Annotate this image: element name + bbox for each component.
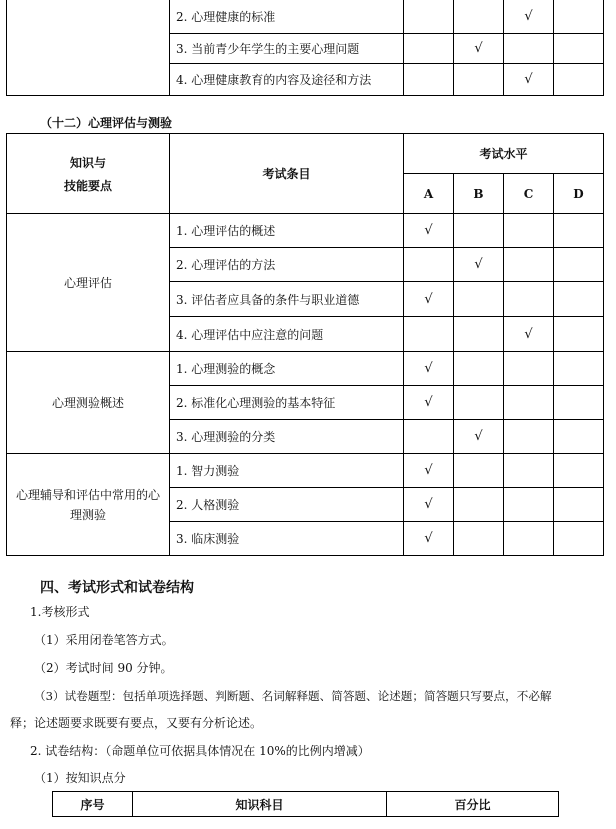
paragraph-4b: 释；论述题要求既要有要点，又要有分析论述。 — [10, 716, 263, 730]
mark-a — [404, 317, 454, 352]
knowledge-cell — [7, 0, 170, 95]
mark-c — [504, 420, 554, 454]
paragraph-4a: （3）试卷题型：包括单项选择题、判断题、名词解释题、简答题、论述题；简答题只写要点，不必解 — [34, 689, 552, 703]
mark-b — [454, 386, 504, 420]
table-row — [7, 0, 604, 33]
mark-c — [504, 522, 554, 556]
group-name: 心理辅导和评估中常用的心理测验 — [7, 454, 170, 556]
mark-d — [554, 386, 604, 420]
mark-c — [504, 454, 554, 488]
mark-b — [454, 522, 504, 556]
item-cell: 1. 心理评估的概述 — [170, 214, 404, 248]
table-row — [7, 454, 604, 488]
mark-d — [554, 454, 604, 488]
header-d: D — [554, 174, 604, 214]
mark-a: √ — [404, 386, 454, 420]
mark-a: √ — [404, 454, 454, 488]
item-cell: 3. 评估者应具备的条件与职业道德 — [170, 282, 404, 317]
header-c: C — [504, 174, 554, 214]
mark-b — [454, 282, 504, 317]
assessment-table — [6, 133, 604, 556]
mark-c — [504, 282, 554, 317]
mark-a — [404, 248, 454, 282]
mark-c — [504, 214, 554, 248]
mark-b — [454, 317, 504, 352]
mark-c — [504, 248, 554, 282]
paragraph-6: （1）按知识点分 — [34, 771, 126, 785]
mark-b — [454, 0, 504, 33]
header-a: A — [404, 174, 454, 214]
header-items: 考试条目 — [170, 134, 404, 214]
header-number: 序号 — [53, 792, 133, 817]
mark-a — [404, 33, 454, 63]
header-level: 考试水平 — [404, 134, 604, 174]
continued-table — [6, 0, 604, 96]
paragraph-1: 1.考核形式 — [30, 605, 90, 619]
table-row — [7, 214, 604, 248]
header-subject: 知识科目 — [133, 792, 387, 817]
mark-d — [554, 420, 604, 454]
group-name: 心理测验概述 — [7, 352, 170, 454]
paragraph-3: （2）考试时间 90 分钟。 — [34, 661, 173, 675]
mark-a: √ — [404, 214, 454, 248]
mark-c: √ — [504, 317, 554, 352]
mark-a — [404, 63, 454, 95]
mark-c: √ — [504, 0, 554, 33]
item-cell: 3. 心理测验的分类 — [170, 420, 404, 454]
mark-b — [454, 352, 504, 386]
mark-b — [454, 214, 504, 248]
mark-c — [504, 33, 554, 63]
mark-d — [554, 282, 604, 317]
item-cell: 2. 人格测验 — [170, 488, 404, 522]
header-row — [53, 792, 559, 817]
mark-c — [504, 488, 554, 522]
item-cell: 1. 心理测验的概念 — [170, 352, 404, 386]
header-knowledge — [7, 134, 170, 214]
mark-d — [554, 522, 604, 556]
mark-d — [554, 317, 604, 352]
section-12-title: （十二）心理评估与测验 — [40, 116, 173, 130]
section-4-title: 四、考试形式和试卷结构 — [40, 580, 194, 596]
mark-b: √ — [454, 33, 504, 63]
item-cell: 2. 心理健康的标准 — [170, 0, 404, 33]
mark-b — [454, 488, 504, 522]
item-cell: 3. 当前青少年学生的主要心理问题 — [170, 33, 404, 63]
mark-b: √ — [454, 420, 504, 454]
mark-d — [554, 488, 604, 522]
mark-a: √ — [404, 522, 454, 556]
header-percent: 百分比 — [387, 792, 559, 817]
header-knowledge-line2: 技能要点 — [63, 178, 112, 193]
item-cell: 4. 心理评估中应注意的问题 — [170, 317, 404, 352]
header-row — [7, 134, 604, 174]
mark-d — [554, 33, 604, 63]
mark-c — [504, 352, 554, 386]
table-row — [7, 352, 604, 386]
header-knowledge-line1: 知识与 — [69, 155, 106, 170]
mark-a: √ — [404, 488, 454, 522]
mark-d — [554, 63, 604, 95]
mark-a: √ — [404, 352, 454, 386]
item-cell: 3. 临床测验 — [170, 522, 404, 556]
mark-c — [504, 386, 554, 420]
mark-a — [404, 0, 454, 33]
mark-a — [404, 420, 454, 454]
mark-a: √ — [404, 282, 454, 317]
mark-d — [554, 352, 604, 386]
structure-table — [52, 791, 559, 817]
mark-d — [554, 0, 604, 33]
paragraph-5: 2. 试卷结构：（命题单位可依据具体情况在 10%的比例内增减） — [30, 744, 370, 758]
item-cell: 1. 智力测验 — [170, 454, 404, 488]
item-cell: 4. 心理健康教育的内容及途径和方法 — [170, 63, 404, 95]
header-b: B — [454, 174, 504, 214]
mark-b — [454, 454, 504, 488]
mark-c: √ — [504, 63, 554, 95]
mark-d — [554, 214, 604, 248]
item-cell: 2. 标准化心理测验的基本特征 — [170, 386, 404, 420]
mark-d — [554, 248, 604, 282]
mark-b — [454, 63, 504, 95]
group-name: 心理评估 — [7, 214, 170, 352]
paragraph-2: （1）采用闭卷笔答方式。 — [34, 633, 174, 647]
item-cell: 2. 心理评估的方法 — [170, 248, 404, 282]
mark-b: √ — [454, 248, 504, 282]
